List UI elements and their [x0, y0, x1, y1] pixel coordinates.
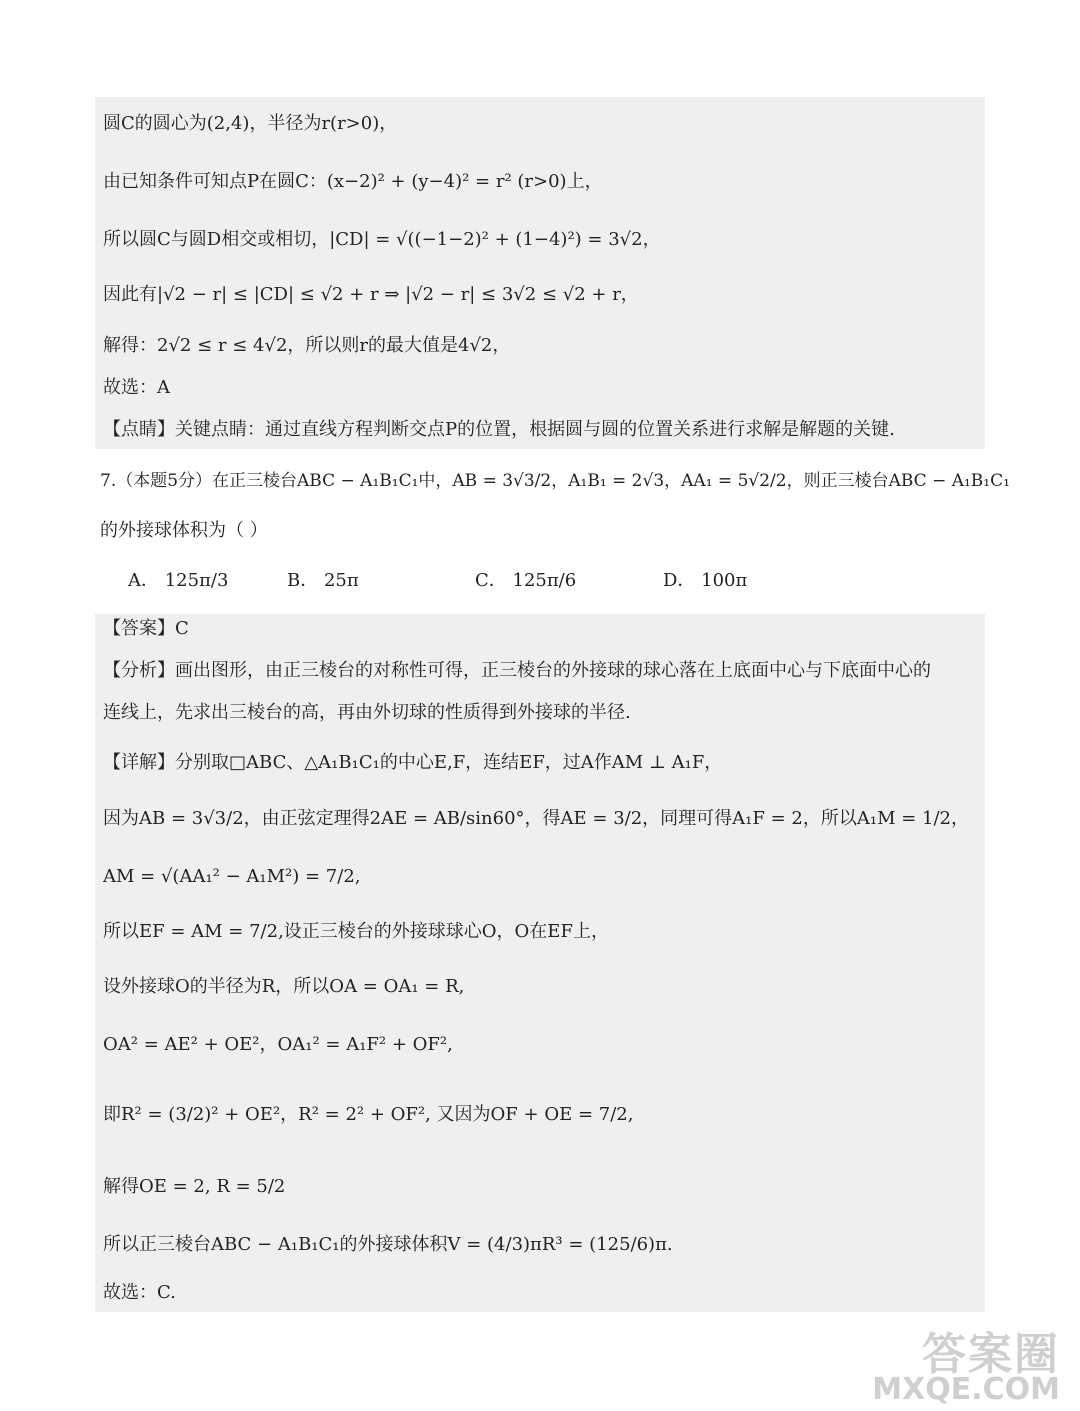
question-7-stem: 7.（本题5分）在正三棱台ABC − A₁B₁C₁中，AB = 3√3/2，A₁B₁ = 2√3，AA₁ = 5√2/2，则正三棱台ABC − A₁B₁C₁ [100, 471, 1010, 491]
detail-line: OA² = AE² + OE²，OA₁² = A₁F² + OF², [103, 1034, 453, 1055]
solution-line: 由已知条件可知点P在圆C：(x−2)² + (y−4)² = r² (r>0)上， [103, 171, 603, 192]
option-d: D． 100π [663, 570, 748, 591]
final-choice: 故选：C. [103, 1282, 176, 1303]
answer-label: 【答案】C [103, 618, 189, 639]
key-point-note: 【点睛】关键点睛：通过直线方程判断交点P的位置，根据圆与圆的位置关系进行求解是解题的关键. [103, 419, 895, 440]
analysis-line: 连线上，先求出三棱台的高，再由外切球的性质得到外接球的半径. [103, 702, 631, 723]
detail-line: 【详解】分别取□ABC、△A₁B₁C₁的中心E,F，连结EF，过A作AM ⊥ A₁F， [103, 752, 723, 773]
detail-line: 所以EF = AM = 7/2,设正三棱台的外接球球心O，O在EF上， [103, 921, 609, 942]
solution-line: 所以圆C与圆D相交或相切，|CD| = √((−1−2)² + (1−4)²) = 3√2， [103, 229, 661, 250]
detail-line: 设外接球O的半径为R，所以OA = OA₁ = R, [103, 976, 465, 997]
detail-line: 所以正三棱台ABC − A₁B₁C₁的外接球体积V = (4/3)πR³ = (125/6)π. [103, 1234, 673, 1255]
solution-6-block [95, 97, 985, 449]
detail-line: 即R² = (3/2)² + OE²，R² = 2² + OF², 又因为OF + OE = 7/2, [103, 1104, 634, 1125]
detail-line: AM = √(AA₁² − A₁M²) = 7/2, [103, 866, 361, 887]
solution-line: 解得：2√2 ≤ r ≤ 4√2，所以则r的最大值是4√2， [103, 335, 511, 356]
option-c: C． 125π/6 [475, 570, 577, 591]
detail-line: 因为AB = 3√3/2，由正弦定理得2AE = AB/sin60°，得AE = 3/2，同理可得A₁F = 2，所以A₁M = 1/2， [103, 808, 969, 829]
solution-7-block [95, 614, 985, 1312]
solution-line: 圆C的圆心为(2,4)，半径为r(r>0)， [103, 113, 398, 134]
analysis-line: 【分析】画出图形，由正三棱台的对称性可得，正三棱台的外接球的球心落在上底面中心与下底面中心的 [103, 660, 931, 681]
watermark-site: MXQE.COM [872, 1372, 1060, 1407]
solution-line: 因此有|√2 − r| ≤ |CD| ≤ √2 + r ⇒ |√2 − r| ≤ 3√2 ≤ √2 + r， [103, 284, 639, 305]
option-a: A． 125π/3 [128, 570, 229, 591]
solution-line: 故选：A [103, 377, 170, 398]
detail-line: 解得OE = 2, R = 5/2 [103, 1176, 286, 1197]
watermark-logo: 答案圈 [922, 1329, 1060, 1380]
option-b: B． 25π [287, 570, 359, 591]
question-7-stem-cont: 的外接球体积为（ ） [100, 520, 268, 541]
